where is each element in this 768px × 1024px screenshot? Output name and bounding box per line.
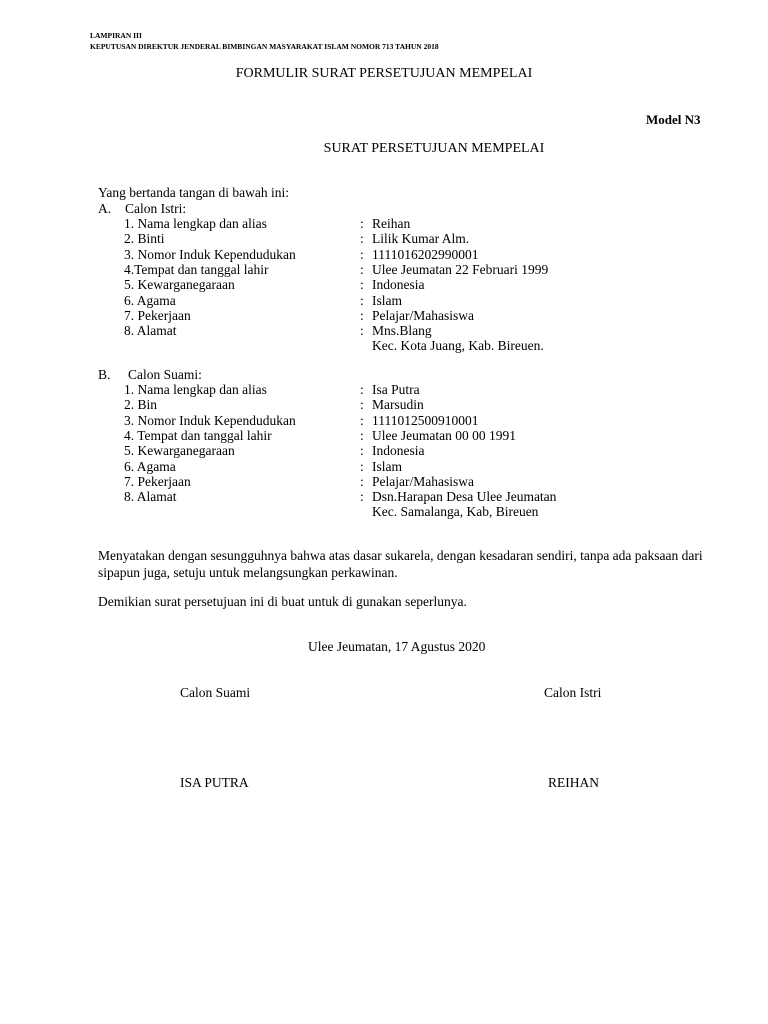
field-label: 3. Nomor Induk Kependudukan [124,246,296,262]
field-label: 3. Nomor Induk Kependudukan [124,412,296,428]
field-colon: : [360,231,364,247]
field-colon: : [360,261,364,277]
field-colon: : [360,489,364,505]
field-colon: : [360,382,364,397]
field-label: 4.Tempat dan tanggal lahir [124,261,269,277]
field-colon: : [360,427,364,443]
section-a-heading: Calon Istri: [125,201,187,216]
field-row [0,308,768,323]
field-row [0,382,768,397]
field-value: Indonesia [372,443,425,459]
signature-name-suami: ISA PUTRA [180,775,249,790]
field-row [0,323,768,338]
field-label: 8. Alamat [124,489,177,505]
field-row [0,443,768,458]
field-colon: : [360,412,364,428]
field-value: Lilik Kumar Alm. [372,231,470,247]
field-label: 2. Binti [124,231,165,247]
section-b-heading: Calon Suami: [128,367,202,382]
form-title: FORMULIR SURAT PERSETUJUAN MEMPELAI [235,66,533,81]
field-value: Mns.Blang [372,323,432,339]
field-row [0,293,768,308]
keputusan-label: KEPUTUSAN DIREKTUR JENDERAL BIMBINGAN MASYARAKAT ISLAM NOMOR 713 TAHUN 2018 [90,42,439,51]
surat-title [0,141,768,157]
field-colon: : [360,323,364,339]
field-value: Islam [372,292,402,308]
field-label: 5. Kewarganegaraan [124,277,235,293]
field-colon: : [360,216,364,231]
field-label: 7. Pekerjaan [124,473,191,489]
intro-text: Yang bertanda tangan di bawah ini: [98,185,289,200]
field-label: 6. Agama [124,292,176,308]
field-label: 4. Tempat dan tanggal lahir [124,427,272,443]
section-a-address-line2: Kec. Kota Juang, Kab. Bireuen. [372,338,544,353]
lampiran-label: LAMPIRAN III [90,31,142,40]
model-label: Model N3 [646,112,701,127]
field-row [0,247,768,262]
signature-role-suami: Calon Suami [180,685,251,700]
lampiran-header [90,30,439,52]
field-colon: : [360,397,364,413]
section-a-marker: A. [98,201,112,216]
field-colon: : [360,246,364,262]
field-value: Reihan [372,216,411,231]
field-label: 5. Kewarganegaraan [124,443,235,459]
field-colon: : [360,458,364,474]
place-date: Ulee Jeumatan, 17 Agustus 2020 [308,639,486,654]
field-colon: : [360,307,364,323]
signature-name-istri: REIHAN [548,775,599,790]
field-row [0,474,768,489]
field-value: Ulee Jeumatan 22 Februari 1999 [372,261,549,277]
field-colon: : [360,292,364,308]
field-value: Islam [372,458,402,474]
field-label: 1. Nama lengkap dan alias [124,216,267,231]
field-row [0,216,768,231]
field-row [0,397,768,412]
surat-title-text: SURAT PERSETUJUAN MEMPELAI [323,141,545,156]
field-row [0,231,768,246]
field-colon: : [360,277,364,293]
field-value: 1111016202990001 [372,246,479,262]
closing-paragraph: Demikian surat persetujuan ini di buat untuk di gunakan seperlunya. [98,594,467,609]
field-value: Isa Putra [372,382,420,397]
field-label: 2. Bin [124,397,158,413]
field-row [0,413,768,428]
field-value: Marsudin [372,397,424,413]
field-row [0,428,768,443]
field-row [0,277,768,292]
field-label: 6. Agama [124,458,176,474]
field-value: 1111012500910001 [372,412,479,428]
field-label: 8. Alamat [124,323,177,339]
field-colon: : [360,443,364,459]
field-value: Dsn.Harapan Desa Ulee Jeumatan [372,489,557,505]
field-value: Pelajar/Mahasiswa [372,307,474,323]
field-row [0,489,768,504]
field-value: Indonesia [372,277,425,293]
field-label: 1. Nama lengkap dan alias [124,382,267,397]
field-colon: : [360,473,364,489]
section-b-address-line2: Kec. Samalanga, Kab, Bireuen [372,504,539,519]
field-value: Pelajar/Mahasiswa [372,473,474,489]
field-value: Ulee Jeumatan 00 00 1991 [372,427,516,443]
field-row [0,262,768,277]
field-row [0,459,768,474]
field-label: 7. Pekerjaan [124,307,191,323]
section-b-marker: B. [98,367,111,382]
signature-role-istri: Calon Istri [544,685,602,700]
statement-paragraph: Menyatakan dengan sesungguhnya bahwa atas dasar sukarela, dengan kesadaran sendiri, tanpa ada paksaan dari sipapun juga, setuju untuk melangsungkan perkawinan. [98,548,703,580]
